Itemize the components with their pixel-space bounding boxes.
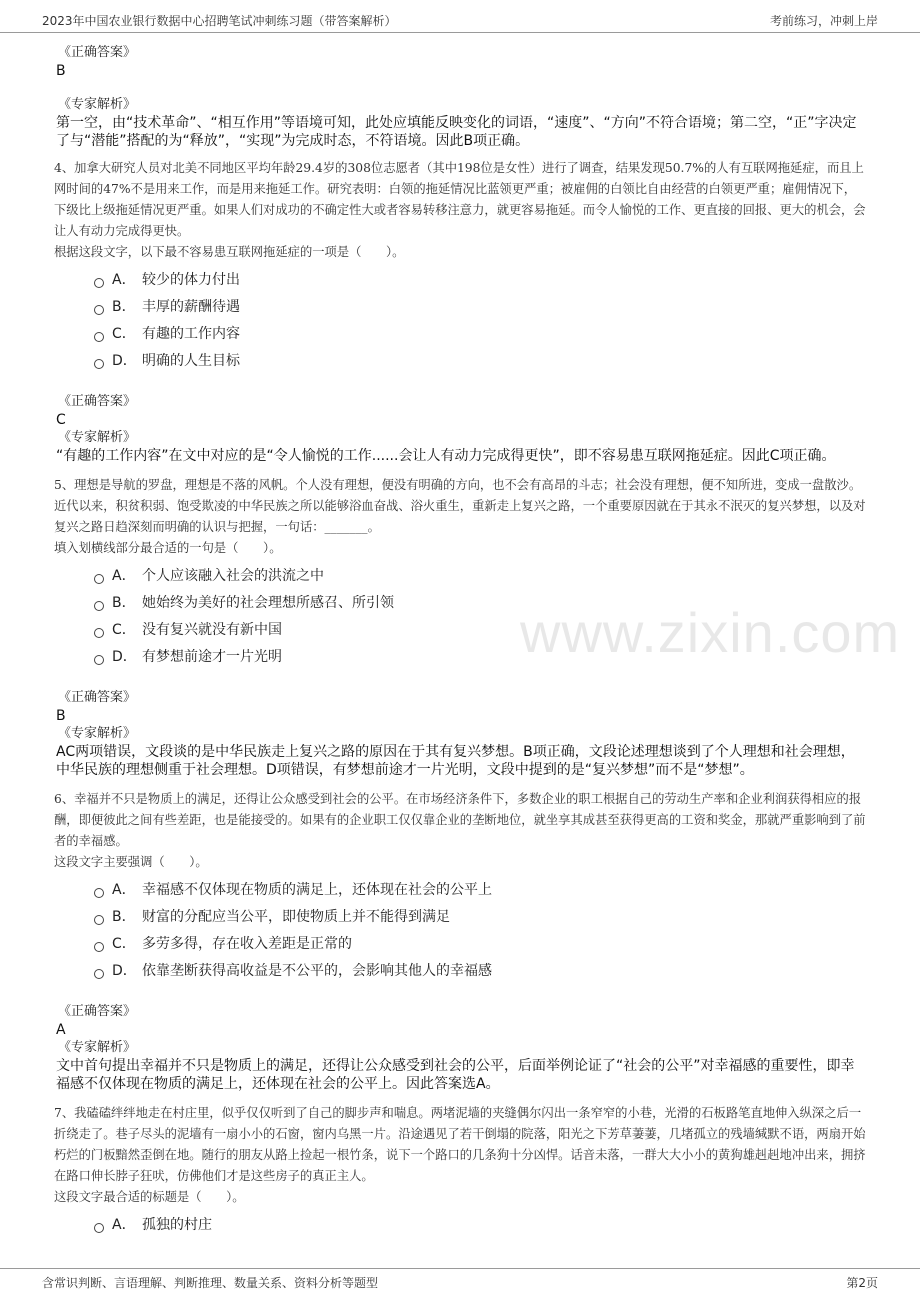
radio-icon[interactable] [94,305,104,315]
option-letter: A． [112,881,136,898]
option-text: 多劳多得，存在收入差距是正常的 [142,935,352,952]
option-text: 有梦想前途才一片光明 [142,648,282,665]
document-title: 2023年中国农业银行数据中心招聘笔试冲刺练习题（带答案解析） [42,14,397,28]
option-letter: B． [112,594,136,611]
analysis-text: 第一空，由“技术革命”、“相互作用”等语境可知，此处应填能反映变化的词语，“速度”、“方向”不符合语境；第二空，“正”字决定了与“潜能”搭配的为“释放”，“实现”为完成时态，不符语境。因此B项正确。 [56,115,857,149]
option-letter: A． [112,567,136,584]
question-6 [54,789,866,1093]
answer-value: B [56,63,66,79]
radio-icon[interactable] [94,332,104,342]
option-text: 丰厚的薪酬待遇 [142,298,240,315]
option-text: 明确的人生目标 [142,352,240,369]
question-text: 6、幸福并不只是物质上的满足，还得让公众感受到社会的公平。在市场经济条件下，多数企业的职工根据自己的劳动生产率和企业利润获得相应的报酬，即便彼此之间有些差距，也是能接受的。如果有的企业职工仅仅靠企业的垄断地位，就坐享其成甚至获得更高的工资和奖金，那就严重影响到了前者的幸福感。 [54,792,866,848]
option-list [94,561,866,669]
page-header [0,0,920,33]
radio-icon[interactable] [94,574,104,584]
analysis-label: 《专家解析》 [58,1040,137,1055]
page-content [54,44,866,1237]
option-text: 财富的分配应当公平，即使物质上并不能得到满足 [142,908,450,925]
option-b[interactable] [94,588,866,615]
option-text: 幸福感不仅体现在物质的满足上，还体现在社会的公平上 [142,881,492,898]
option-b[interactable] [94,902,866,929]
option-b[interactable] [94,292,866,319]
answer-label: 《正确答案》 [58,45,137,60]
question-prompt: 根据这段文字，以下最不容易患互联网拖延症的一项是（ ）。 [54,245,405,259]
option-list [94,1210,866,1237]
radio-icon[interactable] [94,1223,104,1233]
analysis-label: 《专家解析》 [58,430,137,445]
option-text: 有趣的工作内容 [142,325,240,342]
option-a[interactable] [94,875,866,902]
option-text: 个人应该融入社会的洪流之中 [142,567,324,584]
radio-icon[interactable] [94,601,104,611]
option-letter: C． [112,621,136,638]
question-7 [54,1103,866,1237]
option-text: 她始终为美好的社会理想所感召、所引领 [142,594,394,611]
answer-label: 《正确答案》 [58,690,137,705]
watermark: www.zixin.com [520,601,901,664]
answer-value: A [56,1022,66,1038]
question-4 [54,158,866,465]
option-text: 较少的体力付出 [142,271,240,288]
question-text: 7、我磕磕绊绊地走在村庄里，似乎仅仅听到了自己的脚步声和喘息。两堵泥墙的夹缝偶尔闪出一条窄窄的小巷，光滑的石板路笔直地伸入纵深之后一折绕走了。巷子尽头的泥墙有一扇小小的石窗，窗内乌黑一片。沿途遇见了若干倒塌的院落，阳光之下芳草萋萋，几堵孤立的残墙缄默不语，两扇开始朽烂的门板黯然歪倒在地。随行的朋友从路上捡起一根竹条，说下一个路口的几条狗十分凶悍。话音未落，一群大大小小的黄狗雄赳赳地冲出来，拥挤在路口伸长脖子狂吠，仿佛他们才是这些房子的真正主人。 [54,1106,866,1183]
radio-icon[interactable] [94,655,104,665]
radio-icon[interactable] [94,628,104,638]
option-c[interactable] [94,929,866,956]
question-text: 4、加拿大研究人员对北美不同地区平均年龄29.4岁的308位志愿者（其中198位是女性）进行了调查，结果发现50.7%的人有互联网拖延症，而且上网时间的47%不是用来工作，而是用来拖延工作。研究表明：白领的拖延情况比蓝领更严重；被雇佣的白领比自由经营的白领更严重；雇佣情况下，下级比上级拖延情况更严重。如果人们对成功的不确定性大或者容易转移注意力，就更容易拖延。而令人愉悦的工作、更直接的回报、更大的机会，会让人有动力完成得更快。 [54,161,866,238]
option-text: 依靠垄断获得高收益是不公平的，会影响其他人的幸福感 [142,962,492,979]
option-c[interactable] [94,615,866,642]
question-prompt: 填入划横线部分最合适的一句是（ ）。 [54,541,282,555]
analysis-text: 文中首句提出幸福并不只是物质上的满足，还得让公众感受到社会的公平，后面举例论证了“社会的公平”对幸福感的重要性，即幸福感不仅体现在物质的满足上，还体现在社会的公平上。因此答案选A。 [56,1058,855,1092]
option-letter: A． [112,271,136,288]
radio-icon[interactable] [94,969,104,979]
analysis-text: “有趣的工作内容”在文中对应的是“令人愉悦的工作......会让人有动力完成得更快”，即不容易患互联网拖延症。因此C项正确。 [56,448,836,464]
option-list [94,875,866,983]
answer-value: C [56,412,66,428]
option-d[interactable] [94,346,866,373]
radio-icon[interactable] [94,278,104,288]
question-prompt: 这段文字主要强调（ ）。 [54,855,208,869]
radio-icon[interactable] [94,359,104,369]
option-letter: D． [112,352,137,369]
question-prompt: 这段文字最合适的标题是（ ）。 [54,1190,245,1204]
answer-label: 《正确答案》 [58,394,137,409]
option-letter: D． [112,648,137,665]
option-c[interactable] [94,319,866,346]
option-letter: C． [112,935,136,952]
radio-icon[interactable] [94,915,104,925]
question-5 [54,475,866,779]
page-footer [0,1268,920,1303]
analysis-label: 《专家解析》 [58,726,137,741]
question-text: 5、理想是导航的罗盘，理想是不落的风帆。个人没有理想，便没有明确的方向，也不会有高昂的斗志；社会没有理想，便不知所进，变成一盘散沙。近代以来，积贫积弱、饱受欺凌的中华民族之所以能够浴血奋战、浴火重生，重新走上复兴之路，一个重要原因就在于其永不泯灭的复兴梦想，以及对复兴之路日趋深刻而明确的认识与把握，一句话：_______。 [54,478,866,534]
option-a[interactable] [94,561,866,588]
option-letter: B． [112,298,136,315]
radio-icon[interactable] [94,942,104,952]
footer-topics: 含常识判断、言语理解、判断推理、数量关系、资料分析等题型 [42,1276,379,1290]
option-letter: C． [112,325,136,342]
option-list [94,265,866,373]
answer-label: 《正确答案》 [58,1004,137,1019]
radio-icon[interactable] [94,888,104,898]
prev-answer-block [54,44,866,150]
analysis-text: AC两项错误，文段谈的是中华民族走上复兴之路的原因在于其有复兴梦想。B项正确，文段论述理想谈到了个人理想和社会理想，中华民族的理想侧重于社会理想。D项错误，有梦想前途才一片光明，文段中提到的是“复兴梦想”而不是“梦想”。 [56,744,855,778]
option-a[interactable] [94,265,866,292]
option-text: 孤独的村庄 [142,1216,212,1233]
option-d[interactable] [94,956,866,983]
option-d[interactable] [94,642,866,669]
option-a[interactable] [94,1210,866,1237]
option-letter: B． [112,908,136,925]
page-number: 第2页 [846,1276,878,1290]
answer-value: B [56,708,66,724]
option-letter: D． [112,962,137,979]
header-slogan: 考前练习，冲刺上岸 [769,14,878,28]
option-text: 没有复兴就没有新中国 [142,621,282,638]
option-letter: A． [112,1216,136,1233]
analysis-label: 《专家解析》 [58,97,137,112]
